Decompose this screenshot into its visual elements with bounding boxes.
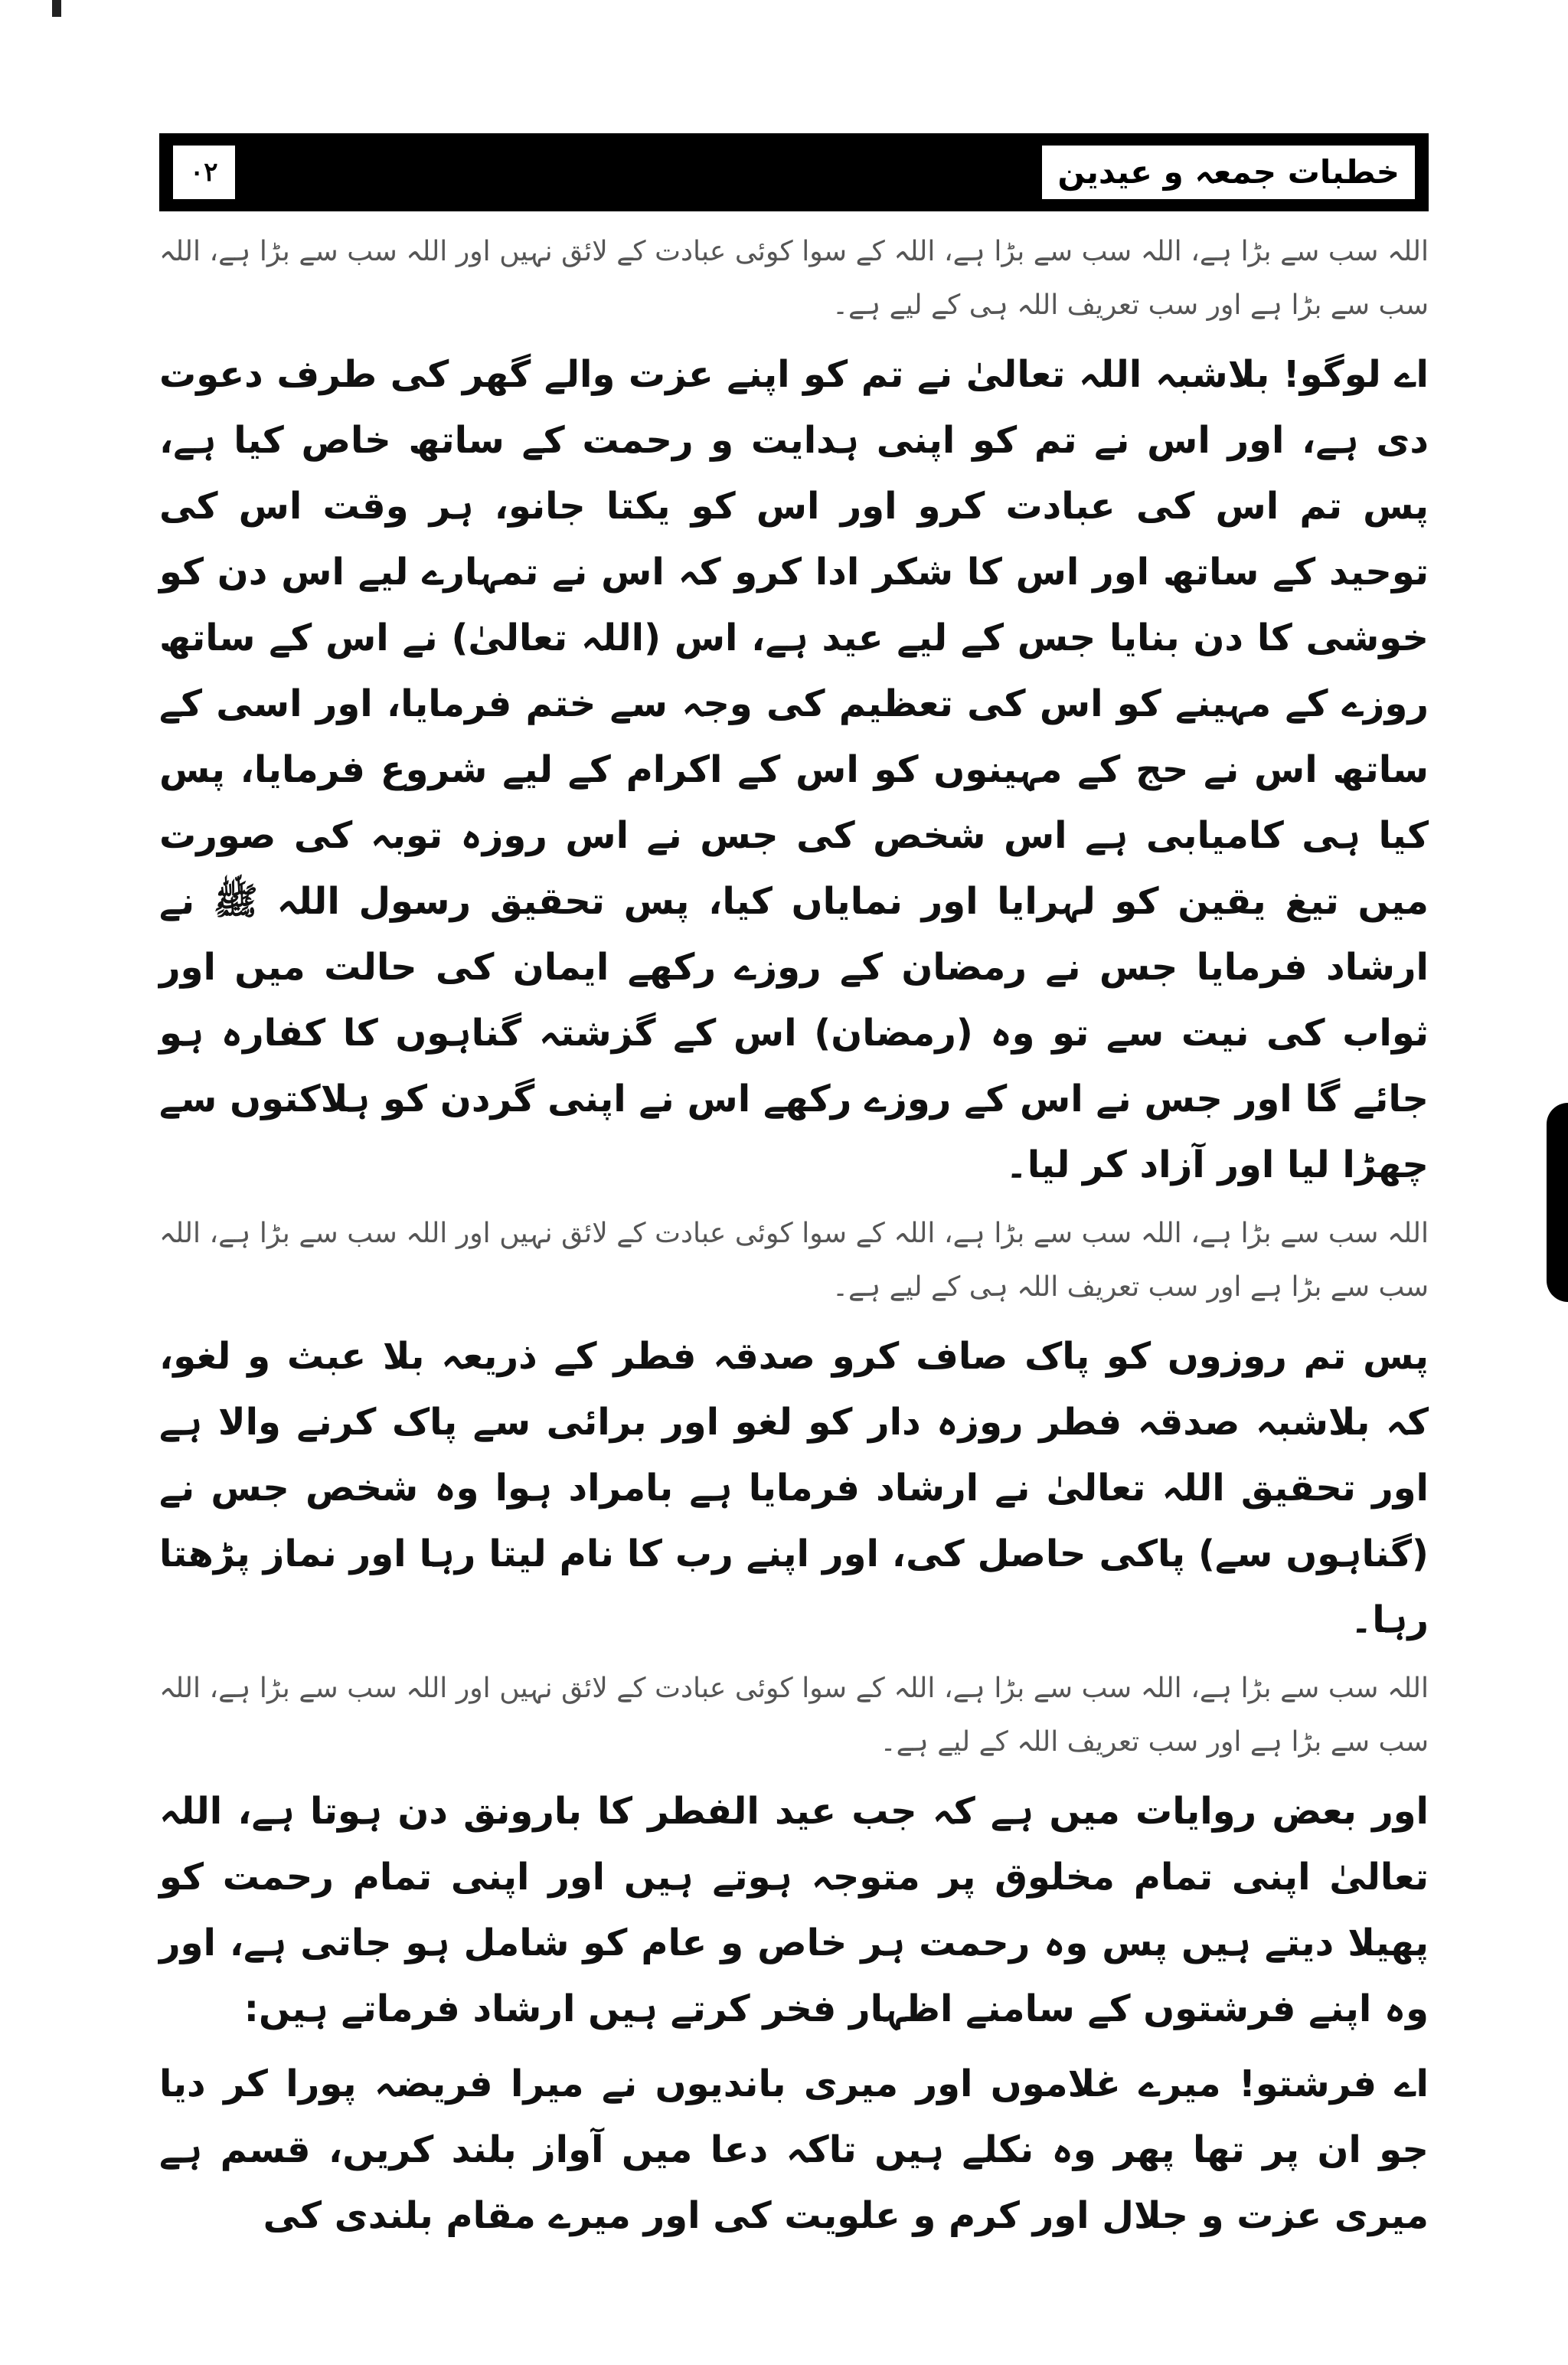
page-edge-tab <box>1547 1103 1568 1302</box>
page-number: ۰۲ <box>171 143 237 201</box>
corner-mark <box>52 0 61 17</box>
sermon-paragraph: پس تم روزوں کو پاک صاف کرو صدقہ فطر کے ذریعہ بلا عبث و لغو، کہ بلاشبہ صدقہ فطر روزہ دار کو لغو اور برائی سے پاک کرنے والا ہے اور تحقیق اللہ تعالیٰ نے ارشاد فرمایا ہے بامراد ہوا وہ شخص جس نے (گناہوں سے) پاکی حاصل کی، اور اپنے رب کا نام لیتا رہا اور نماز پڑھتا رہا۔ <box>159 1335 1429 1641</box>
book-page <box>159 133 1429 2258</box>
page-header <box>159 133 1429 211</box>
takbir-verse: اللہ سب سے بڑا ہے، اللہ سب سے بڑا ہے، اللہ کے سوا کوئی عبادت کے لائق نہیں اور اللہ سب سے بڑا ہے، اللہ سب سے بڑا ہے اور سب تعریف اللہ ہی کے لیے ہے۔ <box>159 1218 1429 1303</box>
sermon-paragraph: اے لوگو! بلاشبہ اللہ تعالیٰ نے تم کو اپنے عزت والے گھر کی طرف دعوت دی ہے، اور اس نے تم کو اپنی ہدایت و رحمت کے ساتھ خاص کیا ہے، پس تم اس کی عبادت کرو اور اس کو یکتا جانو، ہر وقت اس کی توحید کے ساتھ اور اس کا شکر ادا کرو کہ اس نے تمہارے لیے اس دن کو خوشی کا دن بنایا جس کے لیے عید ہے، اس (اللہ تعالیٰ) نے اس کے ساتھ روزے کے مہینے کو اس کی تعظیم کی وجہ سے ختم فرمایا، اور اسی کے ساتھ اس نے حج کے مہینوں کو اس کے اکرام کے لیے شروع فرمایا، پس کیا ہی کامیابی ہے اس شخص کی جس نے اس روزہ توبہ کی صورت میں تیغ یقین کو لہرایا اور نمایاں کیا، پس تحقیق رسول اللہ ﷺ نے ارشاد فرمایا جس نے رمضان کے روزے رکھے ایمان کی حالت میں اور ثواب کی نیت سے تو وہ (رمضان) اس کے گزشتہ گناہوں کا کفارہ ہو جائے گا اور جس نے اس کے روزے رکھے اس نے اپنی گردن کو ہلاکتوں سے چھڑا لیا اور آزاد کر لیا۔ <box>159 353 1429 1186</box>
takbir-verse: اللہ سب سے بڑا ہے، اللہ سب سے بڑا ہے، اللہ کے سوا کوئی عبادت کے لائق نہیں اور اللہ سب سے بڑا ہے، اللہ سب سے بڑا ہے اور سب تعریف اللہ ہی کے لیے ہے۔ <box>159 236 1429 321</box>
sermon-paragraph: اور بعض روایات میں ہے کہ جب عید الفطر کا بارونق دن ہوتا ہے، اللہ تعالیٰ اپنی تمام مخلوق پر متوجہ ہوتے ہیں اور اپنی تمام رحمت کو پھیلا دیتے ہیں پس وہ رحمت ہر خاص و عام کو شامل ہو جاتی ہے، اور وہ اپنے فرشتوں کے سامنے اظہار فخر کرتے ہیں ارشاد فرماتے ہیں: <box>159 1790 1429 2030</box>
takbir-verse: اللہ سب سے بڑا ہے، اللہ سب سے بڑا ہے، اللہ کے سوا کوئی عبادت کے لائق نہیں اور اللہ سب سے بڑا ہے، اللہ سب سے بڑا ہے اور سب تعریف اللہ کے لیے ہے۔ <box>159 1673 1429 1758</box>
sermon-paragraph: اے فرشتو! میرے غلاموں اور میری باندیوں نے میرا فریضہ پورا کر دیا جو ان پر تھا پھر وہ نکلے ہیں تاکہ دعا میں آواز بلند کریں، قسم ہے میری عزت و جلال اور کرم و علویت کی اور میرے مقام بلندی کی <box>159 2062 1429 2237</box>
running-title: خطبات جمعہ و عیدین <box>1040 143 1417 201</box>
page-content <box>159 225 1429 2249</box>
